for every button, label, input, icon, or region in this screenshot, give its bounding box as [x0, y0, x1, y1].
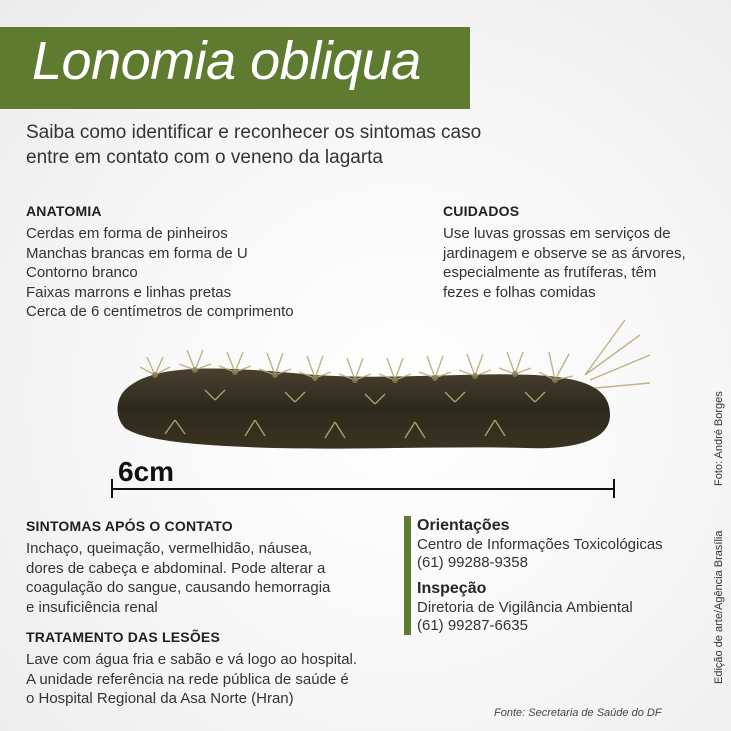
- cuidados-line: Use luvas grossas em serviços de: [443, 225, 671, 242]
- anatomia-line: Contorno branco: [26, 264, 138, 281]
- sintomas-line: coagulação do sangue, causando hemorragia: [26, 579, 331, 596]
- scale-bar: [108, 476, 620, 500]
- anatomia-section: [26, 203, 294, 322]
- tratamento-line: A unidade referência na rede pública de saúde é: [26, 670, 349, 688]
- anatomia-line: Cerdas em forma de pinheiros: [26, 225, 228, 242]
- caterpillar-body: [118, 368, 611, 448]
- scale-label: 6cm: [118, 456, 175, 487]
- sintomas-line: Inchaço, queimação, vermelhidão, náusea,: [26, 540, 313, 557]
- cuidados-section: [443, 203, 686, 302]
- anatomia-heading: ANATOMIA: [26, 203, 102, 219]
- sintomas-section: [26, 518, 330, 617]
- contacts-accent-bar: [404, 516, 411, 635]
- anatomia-line: Cerca de 6 centímetros de comprimento: [26, 303, 294, 320]
- cuidados-heading: CUIDADOS: [443, 203, 520, 219]
- tratamento-heading: TRATAMENTO DAS LESÕES: [26, 629, 220, 645]
- photo-credit: Foto: André Borges: [713, 391, 725, 486]
- inspecao-phone: (61) 99287-6635: [417, 617, 528, 634]
- anatomia-line: Manchas brancas em forma de U: [26, 244, 248, 262]
- cuidados-line: fezes e folhas comidas: [443, 283, 596, 301]
- sintomas-line: dores de cabeça e abdominal. Pode alterar a: [26, 559, 326, 577]
- orientacoes-org: Centro de Informações Toxicológicas: [417, 536, 663, 553]
- inspecao-org: Diretoria de Vigilância Ambiental: [417, 599, 633, 616]
- inspecao-section: [417, 579, 633, 635]
- orientacoes-section: [417, 516, 663, 572]
- orientacoes-heading: Orientações: [417, 517, 510, 534]
- tratamento-line: o Hospital Regional da Asa Norte (Hran): [26, 690, 294, 707]
- page-subtitle: Saiba como identificar e reconhecer os sintomas caso entre em contato com o veneno da lagarta: [26, 122, 482, 168]
- source-note: Fonte: Secretaria de Saúde do DF: [494, 707, 662, 719]
- anatomia-line: Faixas marrons e linhas pretas: [26, 283, 232, 301]
- tratamento-section: [26, 629, 357, 709]
- page-title: Lonomia obliqua: [32, 31, 421, 91]
- inspecao-heading: Inspeção: [417, 580, 487, 597]
- tratamento-line: Lave com água fria e sabão e vá logo ao hospital.: [26, 651, 358, 668]
- cuidados-line: jardinagem e observe se as árvores,: [443, 244, 686, 262]
- cuidados-line: especialmente as frutíferas, têm: [443, 264, 657, 281]
- art-credit: Edição de arte/Agência Brasília: [713, 530, 725, 684]
- orientacoes-phone: (61) 99288-9358: [417, 554, 528, 571]
- sintomas-heading: SINTOMAS APÓS O CONTATO: [26, 518, 233, 534]
- sintomas-line: e insuficiência renal: [26, 598, 158, 616]
